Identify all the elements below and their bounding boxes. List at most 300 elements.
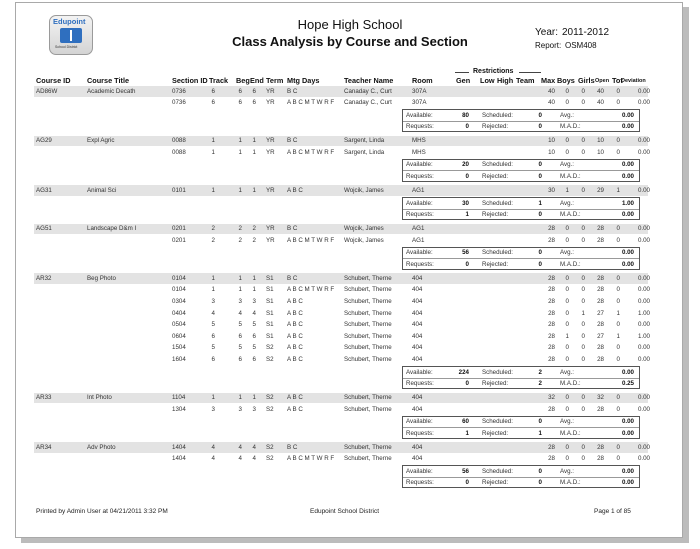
open-count: 10 [597,137,604,145]
restrictions-label: Restrictions [473,68,514,75]
girls-count: 1 [581,309,585,317]
end-period: 4 [252,309,256,317]
column-header-low: Low [480,76,495,85]
teacher-name: Schubert, Therne [344,394,392,401]
term-value: YR [266,236,275,244]
boys-count: 0 [565,309,569,317]
course-title: Animal Sci [87,186,117,194]
max-value: 28 [548,225,555,232]
deviation-value: 0.00 [637,87,650,95]
available-label: Available: [406,199,433,207]
section-id: 1604 [172,355,186,363]
logo-text: Edupoint [53,17,86,26]
end-period: 3 [252,297,256,305]
teacher-name: Schubert, Therne [344,344,392,352]
open-count: 28 [597,405,604,413]
open-count: 27 [597,332,604,340]
logo-subtext: School District [55,45,78,49]
open-count: 28 [597,225,604,232]
max-value: 28 [548,321,555,329]
available-value: 30 [462,199,469,207]
course-title: Adv Photo [87,443,116,451]
teacher-name: Schubert, Therne [344,297,392,305]
scheduled-label: Scheduled: [482,161,513,169]
teacher-name: Wojcik, James [344,236,384,244]
open-count: 32 [597,394,604,401]
beg-period: 1 [238,186,242,194]
end-period: 6 [252,332,256,340]
mad-label: M.A.D.: [560,260,581,268]
girls-count: 0 [581,321,585,329]
teacher-name: Canaday C., Curt [344,99,392,107]
total-count: 0 [616,225,620,232]
average-value: 1.00 [621,199,634,207]
girls-count: 0 [581,148,585,156]
girls-count: 0 [581,394,585,401]
boys-count: 1 [565,332,569,340]
column-header-room: Room [412,76,433,85]
girls-count: 0 [581,99,585,107]
teacher-name: Schubert, Therne [344,405,392,413]
scheduled-label: Scheduled: [482,199,513,207]
course-id: AR32 [36,274,52,282]
total-count: 0 [616,236,620,244]
course-summary-box [402,197,640,220]
requests-label: Requests: [406,123,434,131]
available-value: 56 [462,249,469,257]
girls-count: 0 [581,443,585,451]
teacher-name: Schubert, Therne [344,355,392,363]
available-label: Available: [406,161,433,169]
track-value: 1 [211,186,215,194]
end-period: 2 [252,225,256,232]
section-id: 1504 [172,344,186,352]
average-label: Avg.: [560,467,574,475]
max-value: 10 [548,137,555,145]
room-value: AG1 [412,236,425,244]
total-count: 0 [616,148,620,156]
deviation-value: 0.00 [637,137,650,145]
scheduled-label: Scheduled: [482,249,513,257]
girls-count: 0 [581,286,585,294]
track-value: 4 [211,309,215,317]
open-count: 28 [597,321,604,329]
term-value: YR [266,148,275,156]
section-id: 0101 [172,186,186,194]
deviation-value: 0.00 [637,148,650,156]
meeting-days: A B C M T W R F [287,455,335,463]
column-header-term: Term [266,76,284,85]
deviation-value: 0.00 [637,355,650,363]
column-header-tot: Tot [612,76,623,85]
deviation-value: 0.00 [637,225,650,232]
beg-period: 5 [238,344,242,352]
boys-count: 0 [565,87,569,95]
requests-label: Requests: [406,380,434,387]
total-count: 0 [616,455,620,463]
scheduled-value: 0 [538,111,542,119]
open-count: 10 [597,148,604,156]
end-period: 4 [252,443,256,451]
rejected-value: 0 [538,260,542,268]
scheduled-value: 0 [538,161,542,169]
column-header-course-title: Course Title [87,76,130,85]
section-id: 0304 [172,297,186,305]
available-value: 224 [458,368,469,376]
meeting-days: A B C [287,332,303,340]
rejected-label: Rejected: [482,260,509,268]
average-label: Avg.: [560,199,574,207]
end-period: 5 [252,344,256,352]
course-title: Beg Photo [87,274,116,282]
girls-count: 0 [581,186,585,194]
section-id: 1304 [172,405,186,413]
deviation-value: 0.00 [637,99,650,107]
scheduled-label: Scheduled: [482,368,513,376]
scheduled-label: Scheduled: [482,418,513,426]
total-count: 0 [616,137,620,145]
requests-label: Requests: [406,211,434,218]
boys-count: 0 [565,455,569,463]
column-header-team: Team [516,76,535,85]
max-value: 28 [548,443,555,451]
requests-value: 0 [465,260,469,268]
teacher-name: Schubert, Therne [344,443,392,451]
boys-count: 0 [565,286,569,294]
beg-period: 2 [238,225,242,232]
mad-value: 0.00 [621,211,634,218]
track-value: 2 [211,225,215,232]
column-header-beg: Beg [236,76,250,85]
term-value: S2 [266,405,274,413]
mad-value: 0.00 [621,429,634,437]
end-period: 4 [252,455,256,463]
open-count: 28 [597,274,604,282]
footer-district: Edupoint School District [310,508,380,515]
summary-divider [403,477,639,478]
available-value: 80 [462,111,469,119]
end-period: 1 [252,137,256,145]
scheduled-value: 2 [538,368,542,376]
meeting-days: A B C M T W R F [287,99,335,107]
summary-divider [403,170,639,171]
requests-value: 0 [465,380,469,387]
max-value: 40 [548,99,555,107]
term-value: S2 [266,455,274,463]
open-count: 40 [597,99,604,107]
column-header-teacher: Teacher Name [344,76,394,85]
term-value: S1 [266,309,274,317]
girls-count: 0 [581,405,585,413]
course-id: AR33 [36,394,52,401]
max-value: 28 [548,344,555,352]
term-value: S2 [266,355,274,363]
printed-by: Printed by Admin User at 04/21/2011 3:32 PM [36,508,168,515]
boys-count: 0 [565,321,569,329]
beg-period: 2 [238,236,242,244]
section-id: 0604 [172,332,186,340]
available-label: Available: [406,249,433,257]
room-value: 307A [412,99,427,107]
end-period: 3 [252,405,256,413]
mad-value: 0.25 [621,380,634,387]
average-label: Avg.: [560,249,574,257]
boys-count: 0 [565,405,569,413]
open-count: 28 [597,297,604,305]
track-value: 5 [211,321,215,329]
total-count: 0 [616,297,620,305]
deviation-value: 0.00 [637,443,650,451]
max-value: 28 [548,236,555,244]
teacher-name: Schubert, Therne [344,455,392,463]
max-value: 28 [548,455,555,463]
deviation-value: 1.00 [637,332,650,340]
boys-count: 0 [565,274,569,282]
section-id: 0201 [172,236,186,244]
column-header-deviation: Deviation [621,78,646,84]
mad-value: 0.00 [621,123,634,131]
boys-count: 0 [565,297,569,305]
deviation-value: 0.00 [637,297,650,305]
column-header-gen: Gen [456,76,471,85]
max-value: 40 [548,87,555,95]
rejected-value: 2 [538,380,542,387]
room-value: 404 [412,394,423,401]
end-period: 2 [252,236,256,244]
max-value: 28 [548,355,555,363]
mad-label: M.A.D.: [560,429,581,437]
girls-count: 0 [581,274,585,282]
available-label: Available: [406,111,433,119]
available-label: Available: [406,368,433,376]
open-count: 29 [597,186,604,194]
teacher-name: Wojcik, James [344,225,384,232]
end-period: 1 [252,286,256,294]
mad-label: M.A.D.: [560,172,581,180]
section-id: 1404 [172,455,186,463]
teacher-name: Schubert, Therne [344,309,392,317]
course-id: AD86W [36,87,58,95]
room-value: 404 [412,455,423,463]
beg-period: 6 [238,99,242,107]
girls-count: 0 [581,297,585,305]
section-id: 0088 [172,137,186,145]
year-value: 2011-2012 [562,27,610,38]
average-label: Avg.: [560,161,574,169]
section-id: 0736 [172,99,186,107]
total-count: 0 [616,99,620,107]
track-value: 5 [211,344,215,352]
term-value: YR [266,225,275,232]
end-period: 6 [252,355,256,363]
max-value: 28 [548,297,555,305]
section-id: 0201 [172,225,186,232]
summary-divider [403,121,639,122]
beg-period: 3 [238,297,242,305]
course-title: Int Photo [87,394,112,401]
max-value: 28 [548,286,555,294]
average-value: 0.00 [621,467,634,475]
term-value: YR [266,87,275,95]
total-count: 0 [616,344,620,352]
section-id: 0104 [172,286,186,294]
term-value: YR [266,99,275,107]
report-id-value: OSM408 [565,41,597,50]
course-summary-box [402,465,640,488]
room-value: 404 [412,332,423,340]
open-count: 27 [597,309,604,317]
meeting-days: B C [287,87,298,95]
boys-count: 0 [565,344,569,352]
open-count: 28 [597,344,604,352]
track-value: 1 [211,286,215,294]
mad-label: M.A.D.: [560,123,581,131]
term-value: S1 [266,297,274,305]
max-value: 30 [548,186,555,194]
term-value: S2 [266,394,274,401]
deviation-value: 0.00 [637,394,650,401]
beg-period: 1 [238,148,242,156]
teacher-name: Schubert, Therne [344,274,392,282]
rejected-label: Rejected: [482,479,509,487]
mad-label: M.A.D.: [560,380,581,387]
beg-period: 4 [238,443,242,451]
average-value: 0.00 [621,249,634,257]
boys-count: 1 [565,186,569,194]
max-value: 28 [548,309,555,317]
girls-count: 0 [581,332,585,340]
term-value: S1 [266,286,274,294]
deviation-value: 0.00 [637,455,650,463]
scheduled-value: 0 [538,249,542,257]
beg-period: 4 [238,455,242,463]
course-id: AR34 [36,443,52,451]
available-value: 20 [462,161,469,169]
total-count: 0 [616,355,620,363]
report-title: Class Analysis by Course and Section [232,34,468,49]
summary-divider [403,209,639,210]
total-count: 0 [616,274,620,282]
meeting-days: A B C M T W R F [287,236,335,244]
track-value: 6 [211,332,215,340]
mad-value: 0.00 [621,260,634,268]
end-period: 1 [252,394,256,401]
section-id: 1104 [172,394,186,401]
room-value: MHS [412,148,426,156]
track-value: 4 [211,455,215,463]
term-value: S1 [266,321,274,329]
room-value: 404 [412,355,423,363]
requests-value: 0 [465,123,469,131]
section-id: 0504 [172,321,186,329]
term-value: S1 [266,274,274,282]
term-value: S2 [266,344,274,352]
column-header-course-id: Course ID [36,76,71,85]
available-label: Available: [406,418,433,426]
scheduled-value: 0 [538,467,542,475]
room-value: MHS [412,137,426,145]
meeting-days: B C [287,274,298,282]
requests-value: 0 [465,172,469,180]
boys-count: 0 [565,137,569,145]
rejected-label: Rejected: [482,429,509,437]
course-summary-box [402,247,640,270]
teacher-name: Schubert, Therne [344,321,392,329]
max-value: 28 [548,332,555,340]
restrictions-rule-left [455,72,469,73]
track-value: 4 [211,443,215,451]
max-value: 32 [548,394,555,401]
boys-count: 0 [565,99,569,107]
track-value: 6 [211,355,215,363]
end-period: 1 [252,148,256,156]
teacher-name: Schubert, Therne [344,332,392,340]
room-value: 404 [412,344,423,352]
teacher-name: Canaday C., Curt [344,87,392,95]
course-title: Academic Decath [87,87,136,95]
section-id: 0736 [172,87,186,95]
meeting-days: A B C M T W R F [287,286,335,294]
summary-divider [403,378,639,379]
column-header-max: Max [541,76,556,85]
open-count: 28 [597,443,604,451]
requests-value: 0 [465,479,469,487]
term-value: YR [266,186,275,194]
girls-count: 0 [581,236,585,244]
rejected-label: Rejected: [482,380,509,387]
rejected-value: 0 [538,211,542,218]
beg-period: 1 [238,394,242,401]
course-summary-box [402,416,640,439]
open-count: 28 [597,236,604,244]
beg-period: 3 [238,405,242,413]
term-value: S2 [266,443,274,451]
course-title: Expl Agric [87,137,115,145]
rejected-label: Rejected: [482,172,509,180]
beg-period: 1 [238,286,242,294]
meeting-days: A B C [287,309,303,317]
available-label: Available: [406,467,433,475]
term-value: S1 [266,332,274,340]
average-value: 0.00 [621,111,634,119]
end-period: 1 [252,274,256,282]
deviation-value: 0.00 [637,236,650,244]
meeting-days: A B C [287,355,303,363]
mad-value: 0.00 [621,172,634,180]
meeting-days: A B C [287,344,303,352]
meeting-days: A B C M T W R F [287,148,335,156]
rejected-value: 0 [538,123,542,131]
scheduled-value: 1 [538,199,542,207]
scheduled-label: Scheduled: [482,467,513,475]
total-count: 0 [616,321,620,329]
open-count: 28 [597,355,604,363]
meeting-days: A B C [287,297,303,305]
boys-count: 0 [565,236,569,244]
requests-label: Requests: [406,260,434,268]
beg-period: 6 [238,332,242,340]
room-value: 404 [412,405,423,413]
requests-value: 1 [465,429,469,437]
boys-count: 0 [565,443,569,451]
room-value: 404 [412,274,423,282]
rejected-value: 0 [538,172,542,180]
track-value: 1 [211,137,215,145]
column-header-girls: Girls [578,76,595,85]
total-count: 1 [616,309,620,317]
beg-period: 6 [238,87,242,95]
meeting-days: A B C [287,186,303,194]
